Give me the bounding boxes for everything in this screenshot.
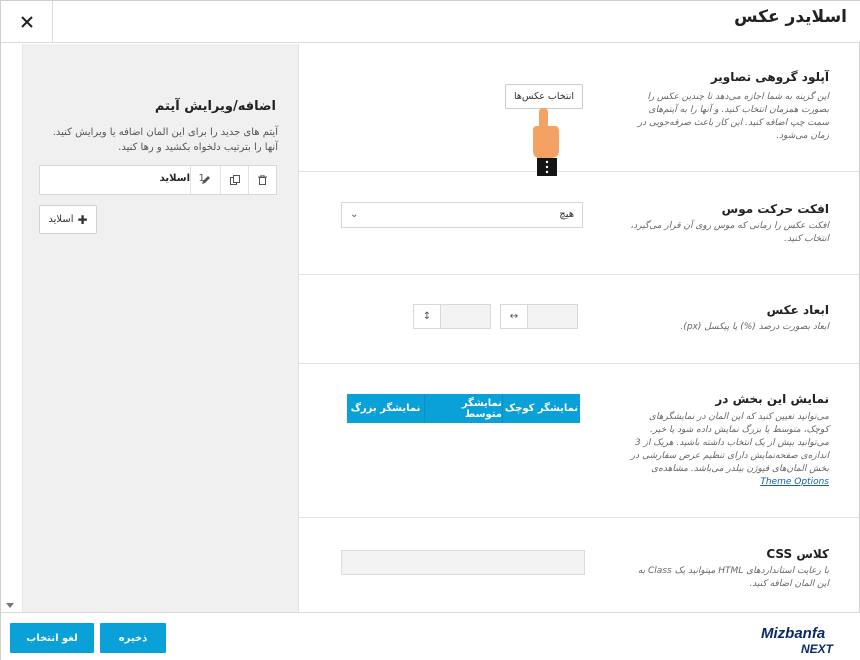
svg-text:Mizbanfa: Mizbanfa [761, 625, 826, 642]
width-input[interactable] [527, 305, 577, 328]
svg-text:NEXT: NEXT [801, 642, 834, 656]
close-button[interactable] [1, 1, 53, 43]
item-number: 1. [198, 173, 208, 184]
save-button[interactable]: ذخیره [100, 623, 166, 653]
medium-screen-toggle[interactable]: نمایشگر متوسط [424, 394, 502, 423]
option-hover-effect [299, 172, 860, 275]
small-screen-toggle[interactable]: نمایشگر کوچک [502, 394, 580, 423]
height-arrows-icon: ↕ [414, 305, 440, 328]
modal-title: اسلایدر عکس [734, 7, 847, 27]
option-display-in [299, 364, 860, 518]
panel-title: اضافه/ویرایش آیتم [154, 99, 276, 114]
pointing-hand-icon [527, 106, 563, 178]
add-slide-label: اسلاید [48, 214, 74, 225]
hover-effect-select[interactable] [341, 202, 583, 228]
panel-description: آیتم های جدید را برای این المان اضافه یا ویرایش کنید. آنها را بترتیب دلخواه بکشید و رها کنید. [52, 127, 278, 153]
add-slide-button[interactable] [39, 205, 97, 234]
option-dimensions [299, 275, 860, 364]
select-value: هیچ [559, 209, 574, 220]
modal-footer [1, 612, 860, 660]
large-screen-toggle[interactable]: نمایشگر بزرگ [347, 394, 424, 423]
option-description [629, 411, 829, 489]
option-label: نمایش این بخش در [715, 392, 829, 406]
plus-icon: ✚ [77, 212, 88, 227]
height-field[interactable] [413, 304, 491, 329]
cancel-button[interactable]: لغو انتخاب [10, 623, 94, 653]
trash-icon [258, 175, 267, 185]
clone-item-button[interactable] [220, 166, 248, 194]
option-label: ابعاد عکس [766, 303, 829, 317]
option-description: این گزینه به شما اجازه می‌دهد تا چندین عکس را بصورت همزمان انتخاب کنید. و آنها را به آیتم‌های سمت چپ اضافه کنید. این کار باعث صرفه‌جویی در زمان می‌شود. [637, 92, 829, 141]
width-arrows-icon: ↔ [501, 305, 527, 328]
height-input[interactable] [440, 305, 490, 328]
delete-item-button[interactable] [248, 166, 276, 194]
option-description: ابعاد بصورت درصد (%) یا پیکسل (px). [680, 322, 829, 332]
copy-icon [230, 175, 240, 185]
option-css-class [299, 518, 860, 612]
list-item[interactable] [39, 165, 277, 195]
option-label: کلاس CSS [766, 547, 829, 561]
option-label: افکت حرکت موس [721, 202, 829, 216]
add-edit-items-panel [23, 44, 299, 612]
css-class-input[interactable] [341, 550, 585, 575]
item-label: اسلاید [159, 173, 190, 184]
chevron-down-icon: ⌄ [350, 209, 359, 220]
option-label: آپلود گروهی تصاویر [710, 70, 829, 84]
mizbanfa-logo [759, 622, 847, 656]
option-description: افکت عکس را زمانی که موس روی آن قرار می‌گیرد، انتخاب کنید. [630, 221, 829, 244]
option-bulk-upload [299, 44, 860, 172]
description-text: می‌توانید تعیین کنید که این المان در نمایشگرهای کوچک، متوسط یا بزرگ نمایش داده شود یا خیر. می‌توانید بیش از یک انتخاب داشته باشید. هریک از 3 اندازه‌ی صفحه‌نمایش دارای تنظیم عرض سفارشی در بخش المان‌های فیوژن بیلدر می‌باشد. مشاهده‌ی [630, 412, 829, 474]
device-visibility-group [347, 394, 580, 423]
select-images-button[interactable]: انتخاب عکس‌ها [505, 84, 583, 109]
scroll-down-icon[interactable] [6, 603, 14, 608]
option-description: با رعایت استانداردهای HTML میتوانید یک Class به این المان اضافه کنید. [637, 566, 829, 589]
modal-header [1, 1, 860, 43]
width-field[interactable] [500, 304, 578, 329]
scrollbar[interactable] [1, 44, 23, 612]
close-icon [21, 16, 33, 28]
theme-options-link[interactable]: Theme Options [760, 477, 829, 487]
